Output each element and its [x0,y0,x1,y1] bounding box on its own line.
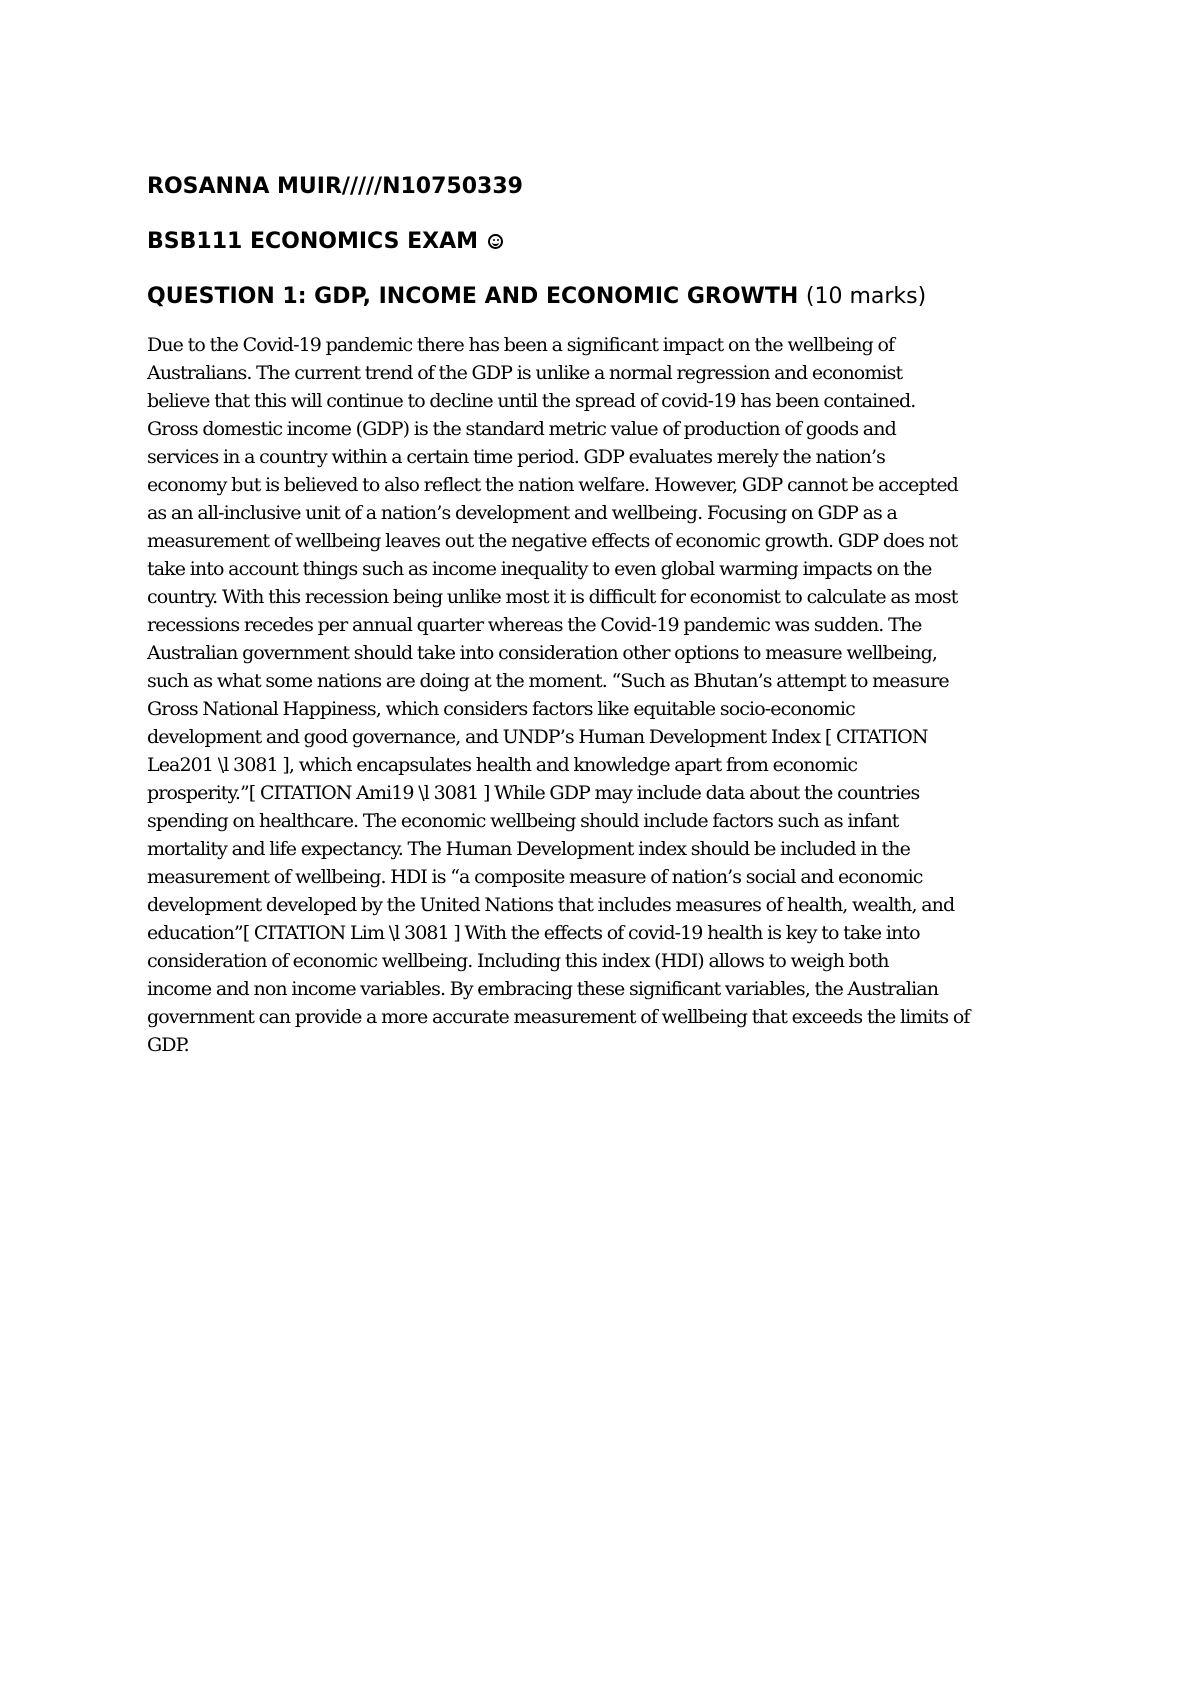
paragraph-line: measurement of wellbeing. HDI is “a composite measure of nation’s social and economic [147,866,923,888]
paragraph-line: believe that this will continue to decline until the spread of covid-19 has been contained. [147,390,916,412]
exam-title-text: BSB111 ECONOMICS EXAM [147,229,478,254]
paragraph-line: take into account things such as income inequality to even global warming impacts on the [147,558,932,580]
paragraph-line: recessions recedes per annual quarter whereas the Covid-19 pandemic was sudden. The [147,614,922,636]
paragraph-line: education”[ CITATION Lim \l 3081 ] With the effects of covid-19 health is key to take into [147,922,920,944]
smiley-face-icon [488,234,503,249]
paragraph-line: Lea201 \l 3081 ], which encapsulates health and knowledge apart from economic [147,754,858,776]
paragraph-line: prosperity.”[ CITATION Ami19 \l 3081 ] While GDP may include data about the countries [147,782,920,804]
answer-paragraph [147,331,1067,1059]
paragraph-line: development and good governance, and UNDP’s Human Development Index [ CITATION [147,726,928,748]
question-marks: (10 marks) [805,284,927,309]
paragraph-line: Due to the Covid-19 pandemic there has been a significant impact on the wellbeing of [147,334,895,356]
paragraph-line: as an all-inclusive unit of a nation’s development and wellbeing. Focusing on GDP as a [147,502,897,524]
question-title: QUESTION 1: GDP, INCOME AND ECONOMIC GROWTH [147,284,799,309]
paragraph-line: services in a country within a certain time period. GDP evaluates merely the nation’s [147,446,885,468]
paragraph-line: Australian government should take into consideration other options to measure wellbeing, [147,642,937,664]
paragraph-line: economy but is believed to also reflect the nation welfare. However, GDP cannot be accepted [147,474,958,496]
paragraph-line: mortality and life expectancy. The Human Development index should be included in the [147,838,910,860]
paragraph-line: income and non income variables. By embracing these significant variables, the Australian [147,978,939,1000]
paragraph-line: Gross National Happiness, which considers factors like equitable socio-economic [147,698,855,720]
document-content [147,172,1067,1059]
paragraph-line: spending on healthcare. The economic wellbeing should include factors such as infant [147,810,899,832]
paragraph-line: country. With this recession being unlike most it is difficult for economist to calculate as most [147,586,958,608]
paragraph-line: Gross domestic income (GDP) is the standard metric value of production of goods and [147,418,896,440]
paragraph-line: government can provide a more accurate measurement of wellbeing that exceeds the limits of [147,1006,970,1028]
paragraph-line: such as what some nations are doing at the moment. “Such as Bhutan’s attempt to measure [147,670,949,692]
paragraph-line: GDP. [147,1034,189,1056]
paragraph-line: development developed by the United Nations that includes measures of health, wealth, and [147,894,955,916]
paragraph-line: consideration of economic wellbeing. Including this index (HDI) allows to weigh both [147,950,889,972]
student-name-line: ROSANNA MUIR/////N10750339 [147,174,523,199]
paragraph-line: measurement of wellbeing leaves out the negative effects of economic growth. GDP does not [147,530,958,552]
question-heading [147,282,1067,312]
paragraph-line: Australians. The current trend of the GDP is unlike a normal regression and economist [147,362,903,384]
exam-title-line [147,227,1067,257]
